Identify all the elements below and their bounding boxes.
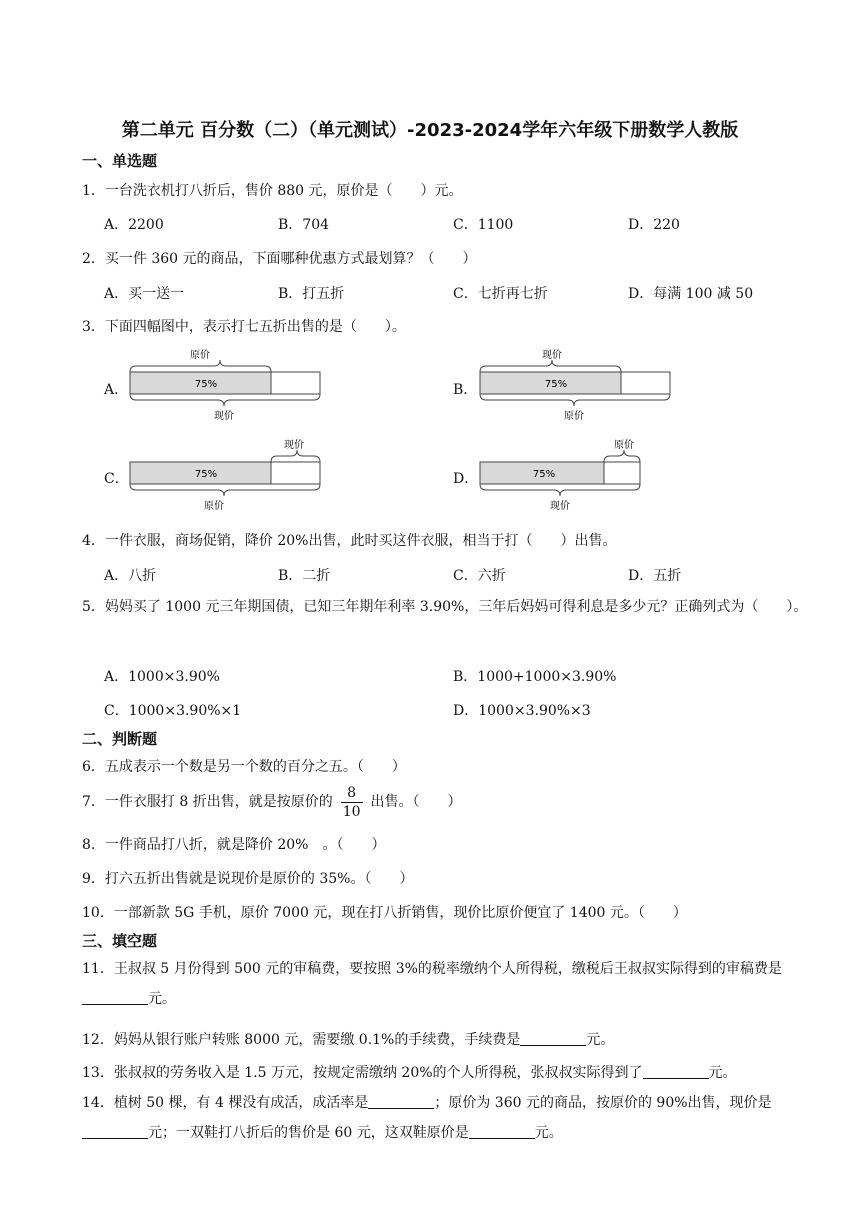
q4-option-b: B．二折	[278, 568, 331, 584]
question-13	[82, 1062, 737, 1082]
q11-text-before: 11．王叔叔 5 月份得到 500 元的审稿费，要按照 3%的税率缴纳个人所得税，缴税后王叔叔实际得到的审稿费是	[82, 961, 782, 977]
q2-option-d: D．每满 100 减 50	[628, 286, 754, 302]
page-title: 第二单元 百分数（二）（单元测试）-2023-2024学年六年级下册数学人教版	[121, 120, 739, 141]
q3-b-percent: 75%	[544, 379, 568, 390]
q13-text-after: 元。	[708, 1065, 737, 1081]
q2-option-c: C．七折再七折	[453, 286, 548, 302]
q7-text-before: 7．一件衣服打 8 折出售，就是按原价的	[82, 794, 333, 810]
section-heading-fill-blank: 三、填空题	[82, 932, 158, 950]
q1-option-b: B．704	[278, 217, 330, 233]
question-6: 6．五成表示一个数是另一个数的百分之五。（ ）	[82, 759, 406, 775]
q3-a-top-label: 原价	[190, 350, 210, 361]
q14-part-3: 元；一双鞋打八折后的售价是 60 元，这双鞋原价是	[148, 1125, 469, 1141]
q3-option-d: D．	[453, 471, 479, 487]
q3-d-percent: 75%	[532, 469, 556, 480]
q14-part-1: 14．植树 50 棵，有 4 棵没有成活，成活率是	[82, 1095, 369, 1111]
q3-a-bottom-label: 现价	[214, 411, 234, 422]
q3-b-top-label: 现价	[542, 350, 562, 361]
section-heading-single-choice: 一、单选题	[82, 152, 158, 170]
question-11	[82, 954, 810, 1014]
question-3: 3．下面四幅图中，表示打七五折出售的是（ ）。	[82, 319, 406, 335]
question-4: 4．一件衣服，商场促销，降价 20%出售，此时买这件衣服，相当于打（ ）出售。	[82, 533, 617, 549]
q11-answer-blank[interactable]	[82, 990, 148, 1005]
question-1: 1．一台洗衣机打八折后，售价 880 元，原价是（ ）元。	[82, 183, 463, 199]
q5-option-a: A．1000×3.90%	[104, 669, 220, 685]
q2-option-a: A．买一送一	[104, 286, 185, 302]
q3-diagram-d	[474, 436, 678, 516]
question-14	[82, 1088, 810, 1148]
question-12	[82, 1029, 614, 1049]
q14-part-4: 元。	[534, 1125, 563, 1141]
q13-answer-blank[interactable]	[643, 1064, 709, 1079]
q7-numerator: 8	[341, 784, 363, 803]
question-8: 8．一件商品打八折，就是降价 20% 。（ ）	[82, 837, 386, 853]
q3-d-bottom-label: 现价	[550, 501, 570, 512]
q4-option-d: D．五折	[628, 568, 682, 584]
q4-option-a: A．八折	[104, 568, 157, 584]
q3-c-percent: 75%	[194, 469, 218, 480]
q14-answer-blank-3[interactable]	[469, 1124, 535, 1139]
q12-answer-blank[interactable]	[520, 1031, 586, 1046]
question-7	[82, 782, 462, 822]
q3-option-b: B．	[453, 382, 478, 398]
q14-answer-blank-2[interactable]	[82, 1124, 148, 1139]
q7-fraction	[341, 784, 363, 821]
q11-text-after: 元。	[148, 991, 176, 1007]
q14-answer-blank-1[interactable]	[368, 1094, 434, 1109]
question-5: 5．妈妈买了 1000 元三年期国债，已知三年期年利率 3.90%，三年后妈妈可得利息是多少元？正确列式为（ ）。	[82, 599, 808, 615]
q3-d-top-label: 原价	[614, 440, 634, 451]
q3-diagram-a	[124, 346, 328, 426]
q14-part-2: ；原价为 360 元的商品，按原价的 90%出售，现价是	[434, 1095, 772, 1111]
q3-c-top-label: 现价	[284, 440, 304, 451]
q3-a-percent: 75%	[194, 379, 218, 390]
q3-option-a: A．	[104, 382, 129, 398]
q5-option-b: B．1000+1000×3.90%	[453, 669, 617, 685]
q3-diagram-b	[474, 346, 678, 426]
q4-option-c: C．六折	[453, 568, 506, 584]
q5-option-d: D．1000×3.90%×3	[453, 703, 591, 719]
question-9: 9．打六五折出售就是说现价是原价的 35%。（ ）	[82, 871, 414, 887]
q12-text-before: 12．妈妈从银行账户转账 8000 元，需要缴 0.1%的手续费，手续费是	[82, 1032, 521, 1048]
q13-text-before: 13．张叔叔的劳务收入是 1.5 万元，按规定需缴纳 20%的个人所得税，张叔叔实际得到了	[82, 1065, 643, 1081]
q2-option-b: B．打五折	[278, 286, 345, 302]
q5-option-c: C．1000×3.90%×1	[104, 703, 242, 719]
question-2: 2．买一件 360 元的商品，下面哪种优惠方式最划算？（ ）	[82, 251, 477, 267]
question-10: 10．一部新款 5G 手机，原价 7000 元，现在打八折销售，现价比原价便宜了 1400 元。（ ）	[82, 905, 687, 921]
q1-option-d: D．220	[628, 217, 680, 233]
q1-option-a: A．2200	[104, 217, 164, 233]
section-heading-true-false: 二、判断题	[82, 730, 158, 748]
q7-text-after: 出售。（ ）	[370, 794, 462, 810]
q3-option-c: C．	[104, 471, 129, 487]
q7-denominator: 10	[342, 803, 361, 820]
q3-c-bottom-label: 原价	[204, 501, 224, 512]
q12-text-after: 元。	[586, 1032, 615, 1048]
q3-diagram-c	[124, 436, 328, 516]
q1-option-c: C．1100	[453, 217, 514, 233]
q3-b-bottom-label: 原价	[564, 411, 584, 422]
